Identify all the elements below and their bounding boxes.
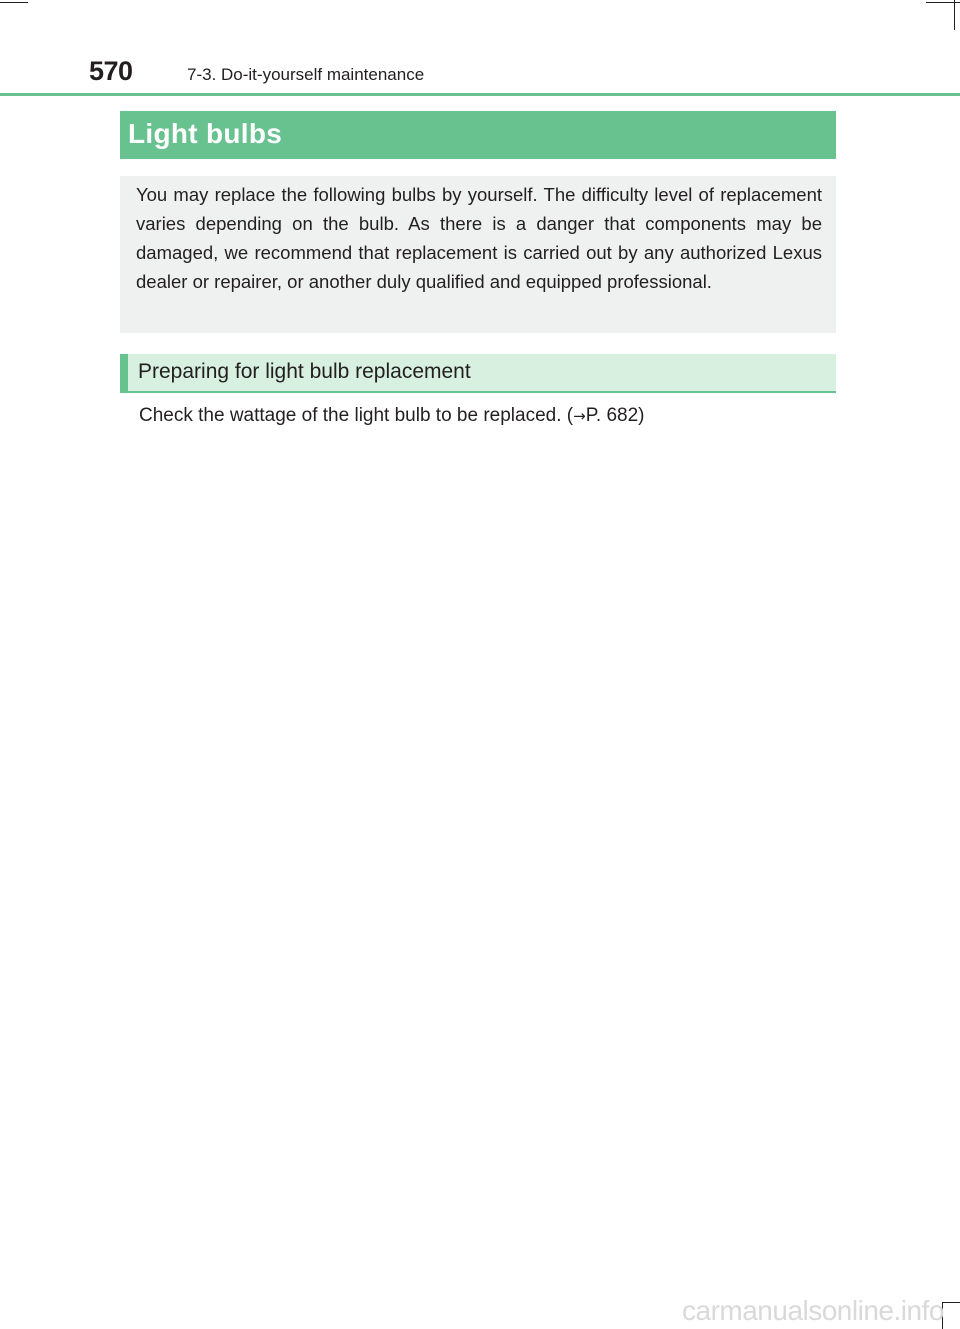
intro-box bbox=[120, 176, 836, 333]
body-text-suffix: ) bbox=[638, 405, 645, 426]
title-bar bbox=[120, 111, 836, 159]
subsection-header bbox=[120, 354, 836, 393]
header-rule bbox=[0, 93, 960, 96]
page-title: Light bulbs bbox=[128, 118, 283, 149]
page-reference-link[interactable]: P. 682 bbox=[585, 405, 639, 426]
arrow-icon: → bbox=[573, 407, 586, 425]
page-number: 570 bbox=[89, 56, 133, 86]
crop-mark-top-left bbox=[0, 2, 28, 3]
section-label: 7-3. Do-it-yourself maintenance bbox=[187, 65, 425, 84]
intro-paragraph: You may replace the following bulbs by yourself. The difficulty level of replacement varies depending on the bulb. As there is a danger that components may be damaged, we recommend that replacement is carried out by any authorized Lexus dealer or repairer, or another duly qualified and equipped professional. bbox=[136, 184, 822, 292]
crop-mark-top-right-horizontal bbox=[926, 2, 960, 3]
body-paragraph bbox=[139, 403, 645, 429]
crop-mark-bottom-right-horizontal bbox=[942, 1302, 960, 1303]
subsection-accent bbox=[120, 354, 128, 391]
crop-mark-top-right-vertical bbox=[954, 0, 955, 30]
watermark: carmanualsonline.info bbox=[682, 1295, 944, 1326]
body-text-prefix: Check the wattage of the light bulb to be replaced. ( bbox=[139, 405, 574, 426]
subsection-title: Preparing for light bulb replacement bbox=[138, 360, 471, 383]
